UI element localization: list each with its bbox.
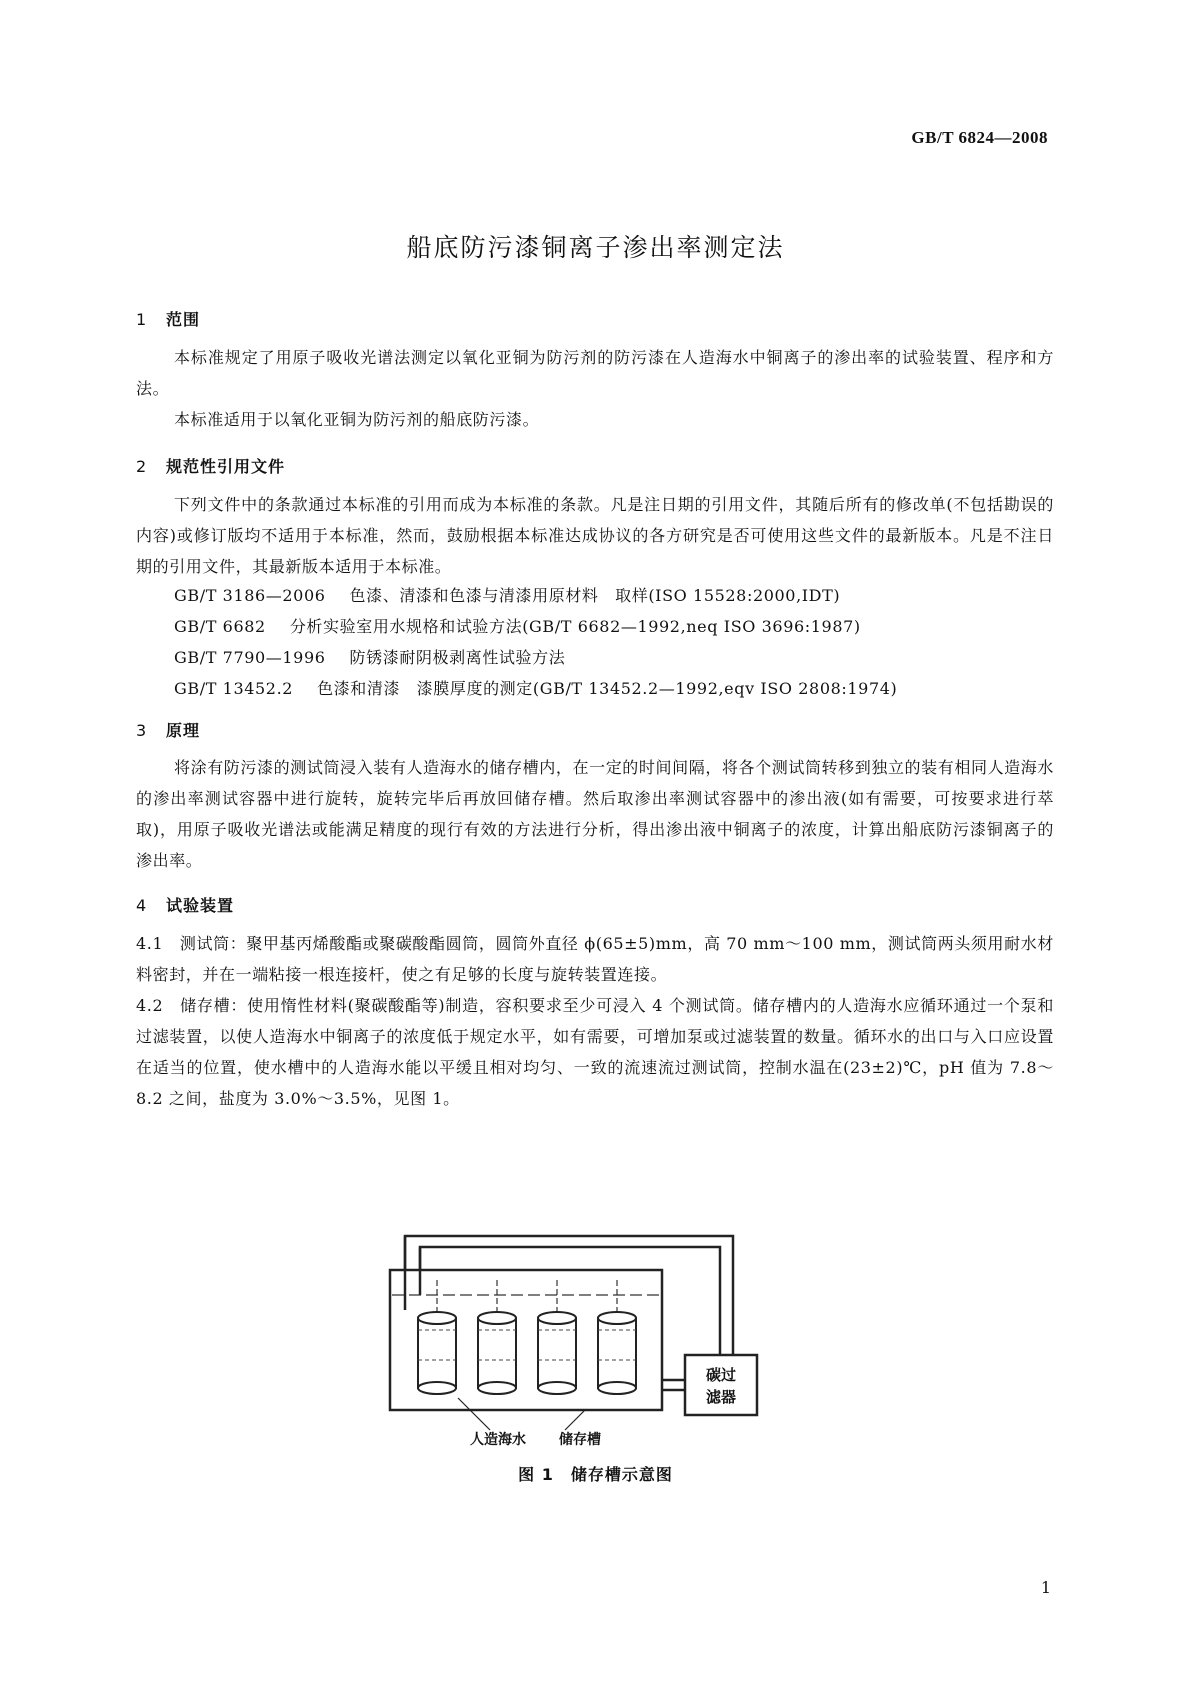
figure-caption: 图 1 储存槽示意图 — [518, 1465, 673, 1484]
reference-title: 防锈漆耐阴极剥离性试验方法 — [349, 648, 566, 667]
clause-number: 4.1 — [136, 934, 164, 953]
carbon-filter-box — [685, 1355, 757, 1415]
filter-label-line-2: 滤器 — [705, 1388, 737, 1406]
section-2-intro: 下列文件中的条款通过本标准的引用而成为本标准的条款。凡是注日期的引用文件，其随后所有的修改单(不包括勘误的内容)或修订版均不适用于本标准，然而，鼓励根据本标准达成协议的各方研究是否可使用这些文件的最新版本。凡是不注日期的引用文件，其最新版本适用于本标准。 — [136, 495, 1054, 576]
reference-item — [174, 676, 897, 699]
clause-4-1 — [136, 928, 1054, 990]
section-3-paragraph: 将涂有防污漆的测试筒浸入装有人造海水的储存槽内，在一定的时间间隔，将各个测试筒转移到独立的装有相同人造海水的渗出率测试容器中进行旋转，旋转完毕后再放回储存槽。然后取渗出率测试容器中的渗出液(如有需要，可按要求进行萃取)，用原子吸收光谱法或能满足精度的现行有效的方法进行分析，得出渗出液中铜离子的浓度，计算出船底防污漆铜离子的渗出率。 — [136, 758, 1054, 870]
section-number: 3 — [136, 721, 148, 740]
reference-item — [174, 614, 861, 637]
reference-title: 分析实验室用水规格和试验方法(GB/T 6682—1992,neq ISO 3696:1987) — [289, 617, 861, 636]
section-number: 4 — [136, 896, 148, 915]
standard-code: GB/T 6824—2008 — [911, 128, 1048, 147]
label-tank: 储存槽 — [559, 1432, 601, 1448]
tank-leader-line — [565, 1410, 585, 1430]
clause-text: 储存槽：使用惰性材料(聚碳酸酯等)制造，容积要求至少可浸入 4 个测试筒。储存槽内的人造海水应循环通过一个泵和过滤装置，以使人造海水中铜离子的浓度低于规定水平，如有需要，可增加泵或过滤装置的数量。循环水的出口与入口应设置在适当的位置，使水槽中的人造海水能以平缓且相对均匀、一致的流速流过测试筒，控制水温在(23±2)℃，pH 值为 7.8～8.2 之间，盐度为 3.0%～3.5%，见图 1。 — [136, 996, 1054, 1108]
reference-code: GB/T 13452.2 — [174, 679, 294, 698]
reference-item — [174, 583, 840, 606]
section-title: 试验装置 — [166, 896, 235, 915]
section-1-paragraph-1: 本标准规定了用原子吸收光谱法测定以氧化亚铜为防污剂的防污漆在人造海水中铜离子的渗出率的试验装置、程序和方法。 — [136, 348, 1054, 398]
section-2-heading — [136, 454, 285, 477]
section-title: 范围 — [166, 310, 201, 329]
document-title: 船底防污漆铜离子渗出率测定法 — [406, 233, 785, 262]
reference-title: 色漆和清漆 漆膜厚度的测定(GB/T 13452.2—1992,eqv ISO 2808:1974) — [317, 679, 898, 698]
clause-number: 4.2 — [136, 996, 164, 1015]
section-title: 原理 — [166, 721, 201, 740]
section-3-heading — [136, 718, 200, 741]
reference-item — [174, 645, 565, 668]
clause-4-2 — [136, 990, 1054, 1114]
reference-code: GB/T 3186—2006 — [174, 586, 326, 605]
page-number: 1 — [1040, 1578, 1051, 1597]
clause-text: 测试筒：聚甲基丙烯酸酯或聚碳酸酯圆筒，圆筒外直径 ϕ(65±5)mm，高 70 mm～100 mm，测试筒两头须用耐水材料密封，并在一端粘接一根连接杆，使之有足够的长度与旋转装置连接。 — [136, 934, 1054, 984]
section-4-heading — [136, 893, 234, 916]
section-number: 1 — [136, 310, 148, 329]
reference-code: GB/T 7790—1996 — [174, 648, 326, 667]
filter-label-line-1: 碳过 — [705, 1366, 737, 1384]
reference-code: GB/T 6682 — [174, 617, 266, 636]
label-seawater: 人造海水 — [470, 1432, 526, 1448]
section-1-paragraph-2: 本标准适用于以氧化亚铜为防污剂的船底防污漆。 — [174, 410, 540, 429]
storage-tank-diagram — [380, 1220, 800, 1455]
section-number: 2 — [136, 457, 148, 476]
reference-title: 色漆、清漆和色漆与清漆用原材料 取样(ISO 15528:2000,IDT) — [349, 586, 841, 605]
section-title: 规范性引用文件 — [166, 457, 286, 476]
section-1-heading — [136, 307, 200, 330]
